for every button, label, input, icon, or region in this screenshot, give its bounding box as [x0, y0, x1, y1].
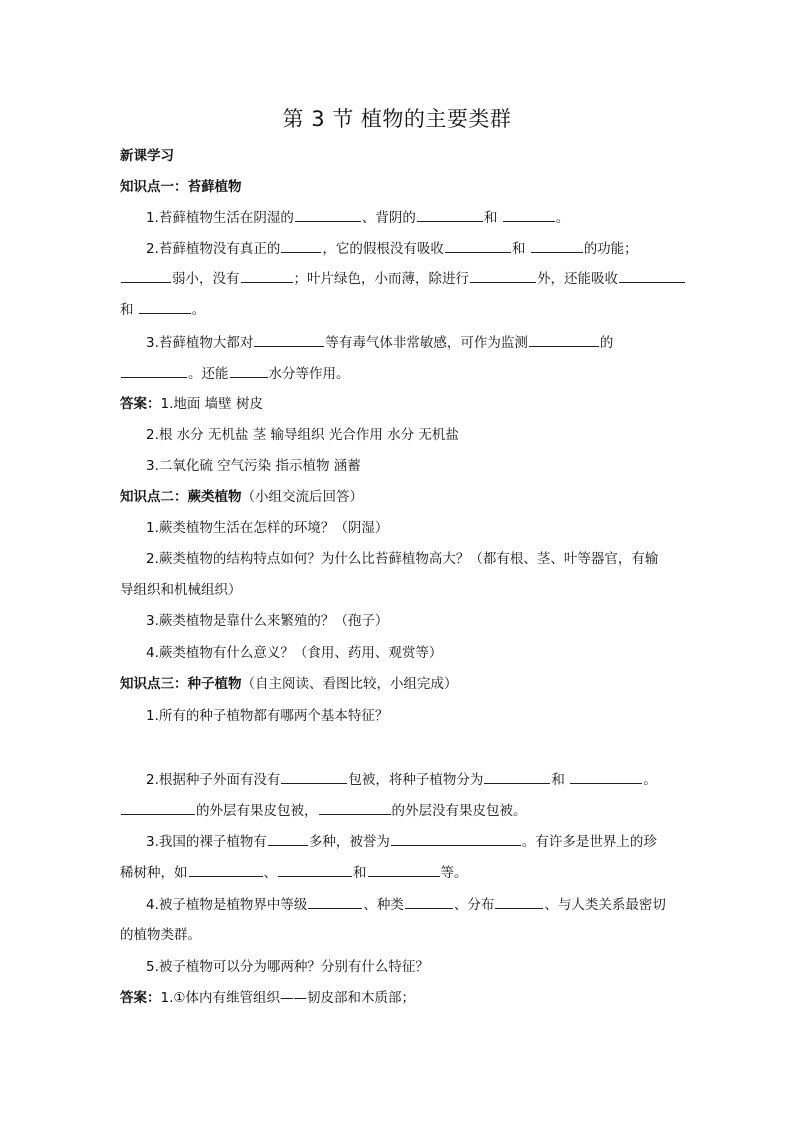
- kp3-q4: 4.被子植物是植物界中等级 、种类 、分布 、与人类关系最密切: [146, 894, 666, 915]
- kp3-q2: 2.根据种子外面有没有 包被，将种子植物分为 和 。: [146, 769, 657, 790]
- page-title: 第 3 节 植物的主要类群: [282, 107, 512, 131]
- blank: [121, 363, 187, 378]
- kp3-heading: 知识点三：种子植物（自主阅读、看图比较，小组完成）: [120, 676, 458, 692]
- kp1-q1: 1.苔藓植物生活在阴湿的 、背阴的 和 。: [146, 207, 569, 228]
- answer2-line1: 答案：1.①体内有维管组织——韧皮部和木质部；: [120, 990, 415, 1006]
- kp2-q1: 1.蕨类植物生活在怎样的环境？（阴湿）: [146, 520, 389, 536]
- blank: [495, 894, 543, 909]
- blank: [529, 332, 599, 347]
- blank: [619, 268, 685, 283]
- blank: [445, 238, 511, 253]
- kp2-q2: 2.蕨类植物的结构特点如何？为什么比苔藓植物高大？（都有根、茎、叶等器官，有输: [146, 551, 659, 567]
- blank: [570, 769, 642, 784]
- kp3-q1: 1.所有的种子植物都有哪两个基本特征？: [146, 708, 389, 724]
- blank: [121, 800, 195, 815]
- blank: [121, 268, 171, 283]
- blank: [503, 207, 555, 222]
- blank: [391, 831, 521, 846]
- kp2-q2-cont: 导组织和机械组织）: [120, 582, 242, 598]
- blank: [281, 769, 347, 784]
- blank: [308, 894, 362, 909]
- kp1-q3: 3.苔藓植物大都对 等有毒气体非常敏感，可作为监测 的: [146, 332, 613, 353]
- kp1-q3-cont: 。还能 水分等作用。: [120, 363, 350, 384]
- answer1-line1: 答案：1.地面 墙壁 树皮: [120, 396, 263, 412]
- kp3-q4-cont: 的植物类群。: [120, 927, 201, 943]
- blank: [139, 299, 191, 314]
- answer1-line3: 3.二氧化硫 空气污染 指示植物 涵蓄: [146, 458, 361, 474]
- section-heading: 新课学习: [120, 148, 174, 164]
- kp2-heading: 知识点二：蕨类植物（小组交流后回答）: [120, 489, 363, 505]
- blank: [281, 238, 321, 253]
- kp3-q2-cont: 的外层有果皮包被， 的外层没有果皮包被。: [120, 800, 527, 821]
- blank: [189, 862, 263, 877]
- kp3-q3-cont: 稀树种，如 、 和 等。: [120, 862, 468, 883]
- blank: [470, 268, 536, 283]
- blank: [241, 268, 293, 283]
- blank: [319, 800, 391, 815]
- blank: [254, 332, 324, 347]
- kp1-q2-cont: 弱小，没有 ；叶片绿色，小而薄，除进行 外，还能吸收: [120, 268, 686, 289]
- blank: [531, 238, 583, 253]
- blank: [230, 363, 268, 378]
- blank: [295, 207, 361, 222]
- kp3-q3: 3.我国的裸子植物有 多种，被誉为 。有许多是世界上的珍: [146, 831, 657, 852]
- kp1-q2-end: 和 。: [120, 299, 205, 320]
- answer1-line2: 2.根 水分 无机盐 茎 输导组织 光合作用 水分 无机盐: [146, 427, 459, 443]
- blank: [417, 207, 483, 222]
- kp1-heading: 知识点一：苔藓植物: [120, 179, 242, 195]
- blank: [278, 862, 352, 877]
- blank: [405, 894, 453, 909]
- blank: [484, 769, 550, 784]
- kp2-q3: 3.蕨类植物是靠什么来繁殖的？（孢子）: [146, 613, 389, 629]
- kp1-q2: 2.苔藓植物没有真正的 ，它的假根没有吸收 和 的功能；: [146, 238, 638, 259]
- blank: [268, 831, 308, 846]
- kp2-q4: 4.蕨类植物有什么意义？（食用、药用、观赏等）: [146, 645, 443, 661]
- kp3-q5: 5.被子植物可以分为哪两种？分别有什么特征？: [146, 959, 429, 975]
- blank: [368, 862, 440, 877]
